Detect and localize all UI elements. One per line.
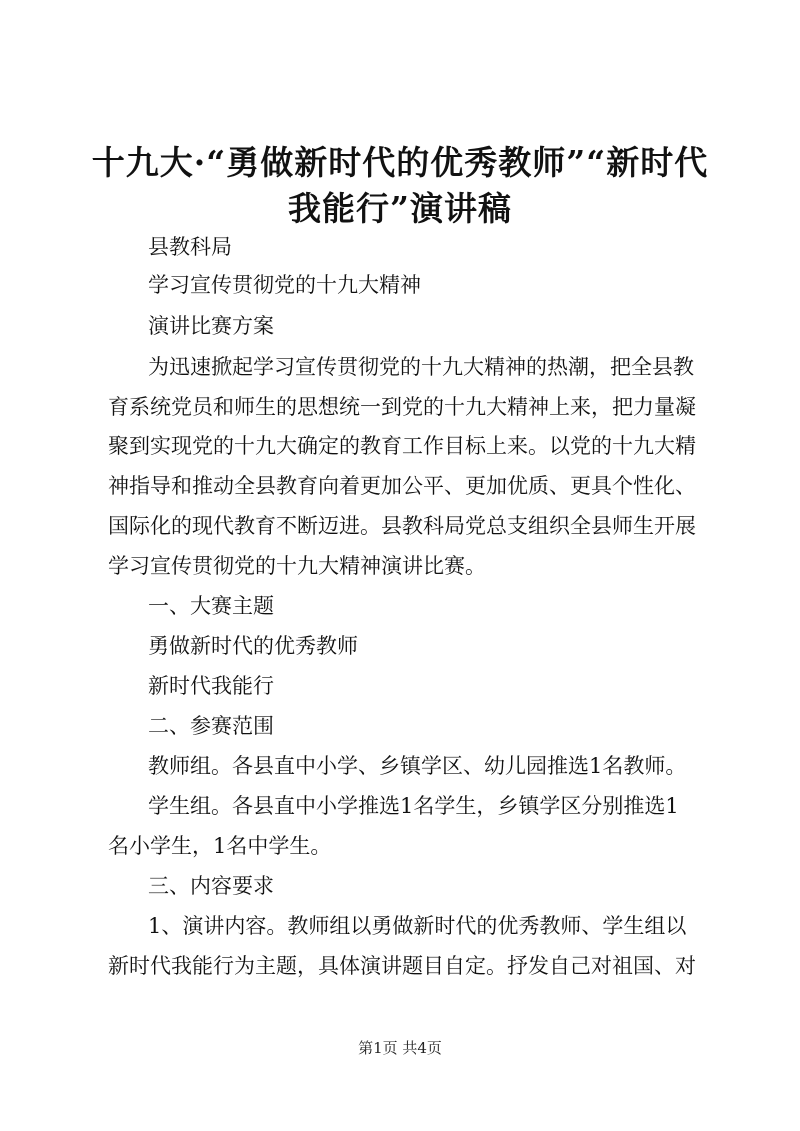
body-line: 聚到实现党的十九大确定的教育工作目标上来。以党的十九大精 xyxy=(108,434,696,458)
section-heading: 一、大赛主题 xyxy=(148,594,274,618)
body-line: 国际化的现代教育不断迈进。县教科局党总支组织全县师生开展 xyxy=(108,514,696,538)
body-line: 神指导和推动全县教育向着更加公平、更加优质、更具个性化、 xyxy=(108,474,696,498)
page-number: 第1页 共4页 xyxy=(358,1039,442,1057)
document-title-line-1: 十九大·“勇做新时代的优秀教师”“新时代 xyxy=(91,143,709,182)
body-line: 教师组。各县直中小学、乡镇学区、幼儿园推选1名教师。 xyxy=(148,754,687,778)
body-line: 育系统党员和师生的思想统一到党的十九大精神上来，把力量凝 xyxy=(108,395,696,419)
section-heading: 二、参赛范围 xyxy=(148,714,274,738)
section-heading: 三、内容要求 xyxy=(148,874,274,898)
body-line: 演讲比赛方案 xyxy=(148,314,274,338)
body-line: 学习宣传贯彻党的十九大精神 xyxy=(148,273,421,297)
document-title-line-2: 我能行”演讲稿 xyxy=(288,189,512,228)
body-line: 新时代我能行 xyxy=(148,674,274,698)
body-line: 名小学生，1名中学生。 xyxy=(108,834,332,858)
body-line: 学生组。各县直中小学推选1名学生，乡镇学区分别推选1 xyxy=(148,794,679,818)
body-line: 1、演讲内容。教师组以勇做新时代的优秀教师、学生组以 xyxy=(148,914,687,938)
body-line: 县教科局 xyxy=(148,235,232,259)
body-line: 为迅速掀起学习宣传贯彻党的十九大精神的热潮，把全县教 xyxy=(148,355,694,379)
body-line: 勇做新时代的优秀教师 xyxy=(148,634,358,658)
body-line: 学习宣传贯彻党的十九大精神演讲比赛。 xyxy=(108,554,486,578)
body-line: 新时代我能行为主题，具体演讲题目自定。抒发自己对祖国、对 xyxy=(108,954,696,978)
